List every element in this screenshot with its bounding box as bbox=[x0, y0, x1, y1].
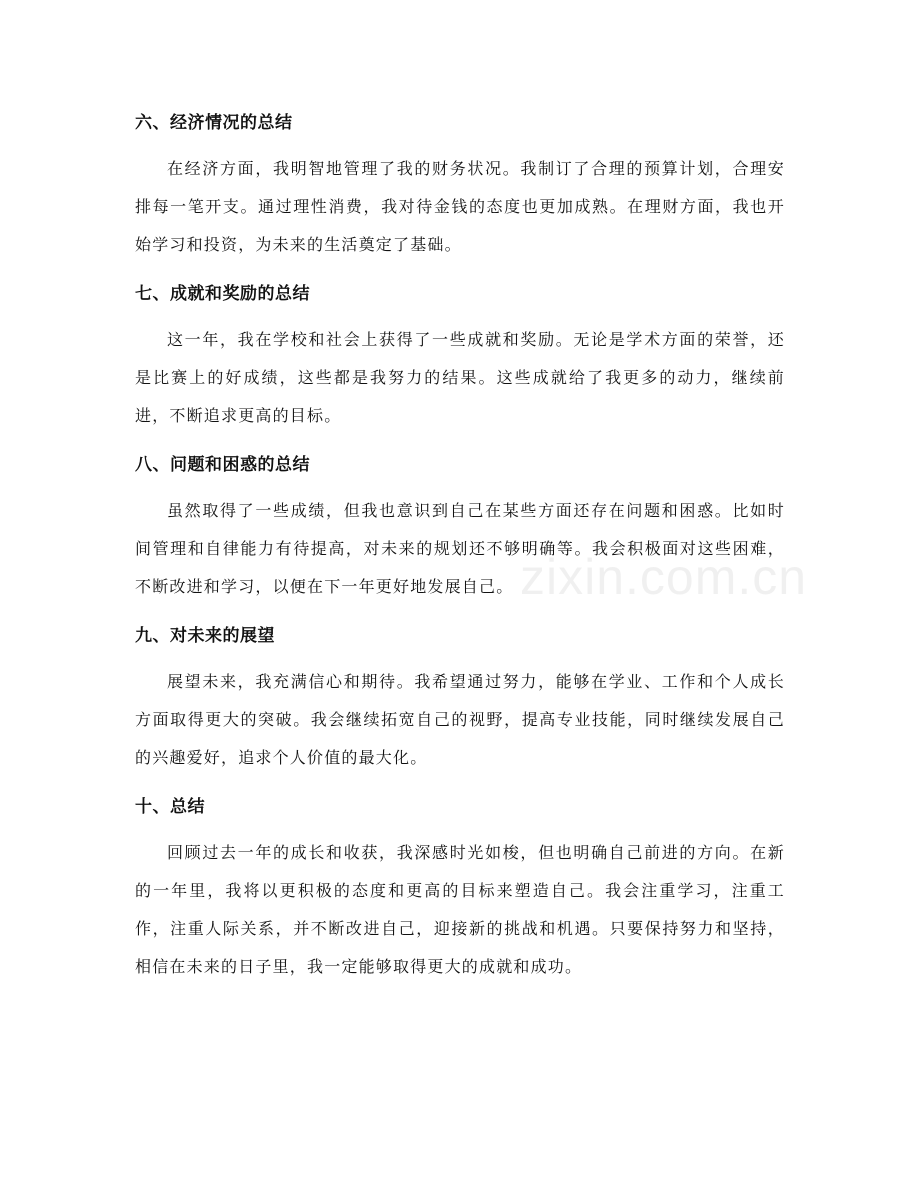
section-heading: 十、总结 bbox=[135, 797, 205, 817]
section-economy bbox=[135, 107, 785, 264]
section-paragraph: 展望未来，我充满信心和期待。我希望通过努力，能够在学业、工作和个人成长方面取得更大的突破。我会继续拓宽自己的视野，提高专业技能，同时继续发展自己的兴趣爱好，追求个人价值的最大化。 bbox=[135, 672, 785, 767]
watermark: zixin.com.cn bbox=[520, 549, 808, 605]
section-heading: 七、成就和奖励的总结 bbox=[135, 284, 310, 304]
section-paragraph: 在经济方面，我明智地管理了我的财务状况。我制订了合理的预算计划，合理安排每一笔开支。通过理性消费，我对待金钱的态度也更加成熟。在理财方面，我也开始学习和投资，为未来的生活奠定了基础。 bbox=[135, 159, 785, 254]
section-paragraph: 回顾过去一年的成长和收获，我深感时光如梭，但也明确自己前进的方向。在新的一年里，我将以更积极的态度和更高的目标来塑造自己。我会注重学习，注重工作，注重人际关系，并不断改进自己，迎接新的挑战和机遇。只要保持努力和坚持，相信在未来的日子里，我一定能够取得更大的成就和成功。 bbox=[135, 843, 785, 976]
section-conclusion bbox=[135, 791, 785, 986]
section-heading: 六、经济情况的总结 bbox=[135, 113, 293, 133]
section-problems bbox=[135, 449, 785, 606]
section-outlook bbox=[135, 620, 785, 777]
section-heading: 九、对未来的展望 bbox=[135, 626, 275, 646]
section-achievements bbox=[135, 278, 785, 435]
section-paragraph: 虽然取得了一些成绩，但我也意识到自己在某些方面还存在问题和困惑。比如时间管理和自律能力有待提高，对未来的规划还不够明确等。我会积极面对这些困难，不断改进和学习，以便在下一年更好地发展自己。 bbox=[135, 501, 785, 596]
section-heading: 八、问题和困惑的总结 bbox=[135, 455, 310, 475]
section-paragraph: 这一年，我在学校和社会上获得了一些成就和奖励。无论是学术方面的荣誉，还是比赛上的好成绩，这些都是我努力的结果。这些成就给了我更多的动力，继续前进，不断追求更高的目标。 bbox=[135, 330, 785, 425]
document-body bbox=[135, 107, 785, 1000]
